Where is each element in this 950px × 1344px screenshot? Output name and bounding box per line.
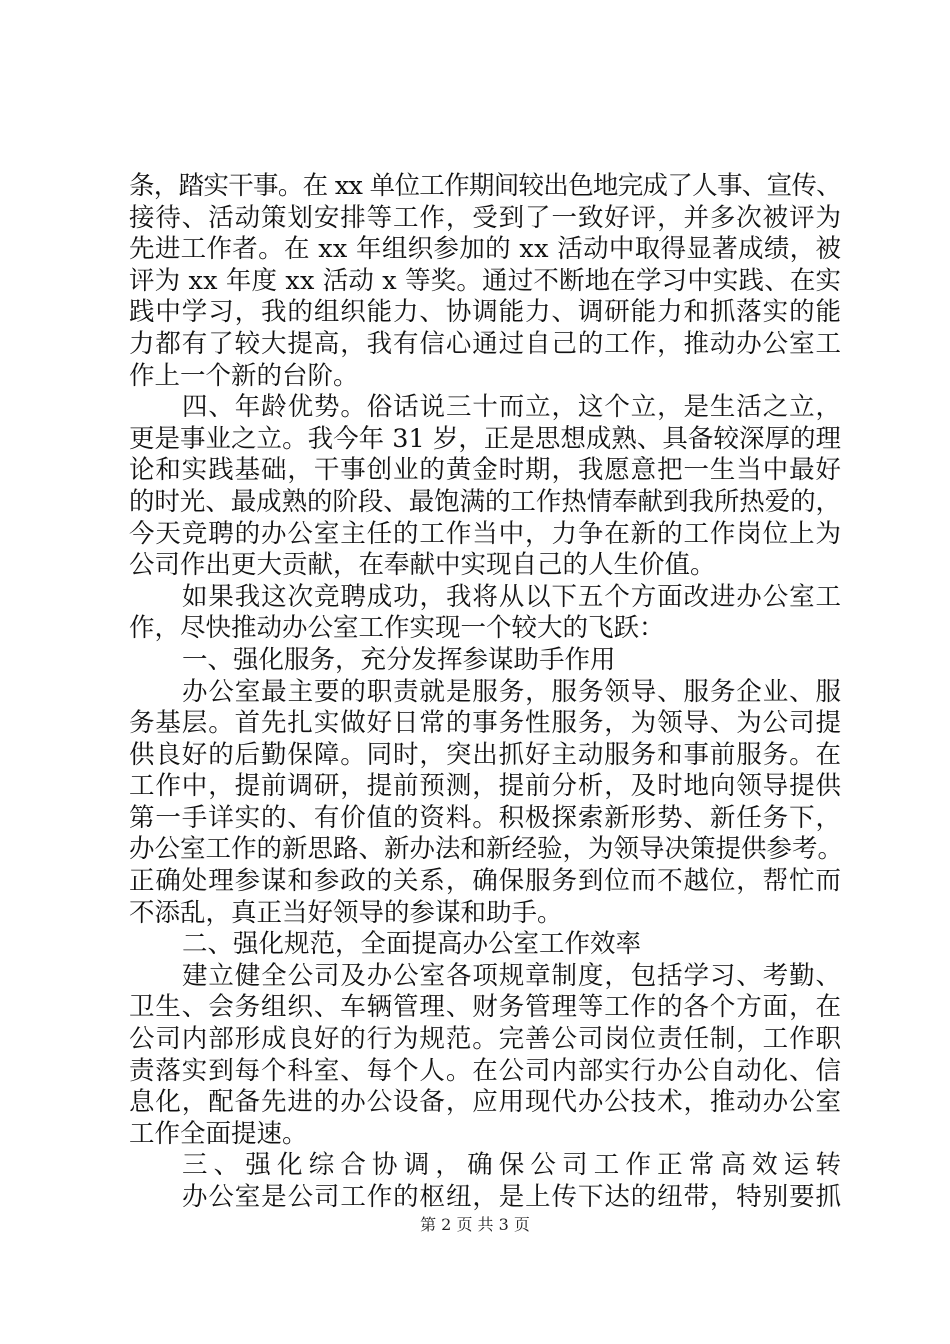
text-line: 作，尽快推动办公室工作实现一个较大的飞跃： bbox=[129, 613, 665, 644]
text-line: 工作中，提前调研，提前预测，提前分析，及时地向领导提供 bbox=[129, 771, 842, 802]
text-line: 责落实到每个科室、每个人。在公司内部实行办公自动化、信 bbox=[129, 1055, 842, 1086]
text-line: 不添乱，真正当好领导的参谋和助手。 bbox=[129, 897, 563, 928]
text-line: 四、年龄优势。俗话说三十而立，这个立，是生活之立， bbox=[182, 392, 842, 423]
page-footer: 第 2 页 共 3 页 bbox=[420, 1215, 530, 1234]
text-line: 第一手详实的、有价值的资料。积极探索新形势、新任务下， bbox=[129, 802, 842, 833]
text-line: 论和实践基础，干事创业的黄金时期，我愿意把一生当中最好 bbox=[129, 455, 842, 486]
text-line: 供良好的后勤保障。同时，突出抓好主动服务和事前服务。在 bbox=[129, 739, 842, 770]
text-line: 力都有了较大提高，我有信心通过自己的工作，推动办公室工 bbox=[129, 328, 842, 359]
text-line: 接待、活动策划安排等工作，受到了一致好评，并多次被评为 bbox=[129, 202, 842, 233]
text-line: 今天竞聘的办公室主任的工作当中，力争在新的工作岗位上为 bbox=[129, 518, 842, 549]
text-line: 建立健全公司及办公室各项规章制度，包括学习、考勤、 bbox=[182, 960, 842, 991]
text-line: 务基层。首先扎实做好日常的事务性服务，为领导、为公司提 bbox=[129, 708, 842, 739]
text-line: 条，踏实干事。在 xx 单位工作期间较出色地完成了人事、宣传、 bbox=[129, 171, 841, 201]
text-line: 公司内部形成良好的行为规范。完善公司岗位责任制，工作职 bbox=[129, 1024, 842, 1055]
text-line: 三、强化综合协调，确保公司工作正常高效运转 bbox=[182, 1150, 848, 1181]
text-line: 评为 xx 年度 xx 活动 x 等奖。通过不断地在学习中实践、在实 bbox=[129, 265, 842, 296]
text-line: 先进工作者。在 xx 年组织参加的 xx 活动中取得显著成绩，被 bbox=[129, 234, 842, 265]
document-body bbox=[129, 171, 848, 1214]
text-line: 办公室工作的新思路、新办法和新经验，为领导决策提供参考。 bbox=[129, 834, 844, 865]
text-line: 办公室最主要的职责就是服务，服务领导、服务企业、服 bbox=[182, 676, 842, 707]
text-line: 卫生、会务组织、车辆管理、财务管理等工作的各个方面，在 bbox=[129, 992, 842, 1023]
text-line: 如果我这次竞聘成功，我将从以下五个方面改进办公室工 bbox=[182, 581, 842, 612]
text-line: 工作全面提速。 bbox=[129, 1118, 308, 1149]
text-line: 息化，配备先进的办公设备，应用现代办公技术，推动办公室 bbox=[129, 1087, 842, 1118]
text-line: 更是事业之立。我今年 31 岁，正是思想成熟、具备较深厚的理 bbox=[129, 423, 841, 454]
text-line: 正确处理参谋和参政的关系，确保服务到位而不越位，帮忙而 bbox=[129, 866, 842, 897]
text-line: 公司作出更大贡献，在奉献中实现自己的人生价值。 bbox=[129, 550, 716, 581]
text-line: 作上一个新的台阶。 bbox=[129, 360, 359, 391]
text-line: 一、强化服务，充分发挥参谋助手作用 bbox=[182, 644, 616, 675]
text-line: 的时光、最成熟的阶段、最饱满的工作热情奉献到我所热爱的， bbox=[129, 486, 841, 517]
text-line: 办公室是公司工作的枢纽，是上传下达的纽带，特别要抓 bbox=[182, 1182, 842, 1212]
text-line: 践中学习，我的组织能力、协调能力、调研能力和抓落实的能 bbox=[129, 297, 842, 328]
text-line: 二、强化规范，全面提高办公室工作效率 bbox=[182, 929, 642, 960]
